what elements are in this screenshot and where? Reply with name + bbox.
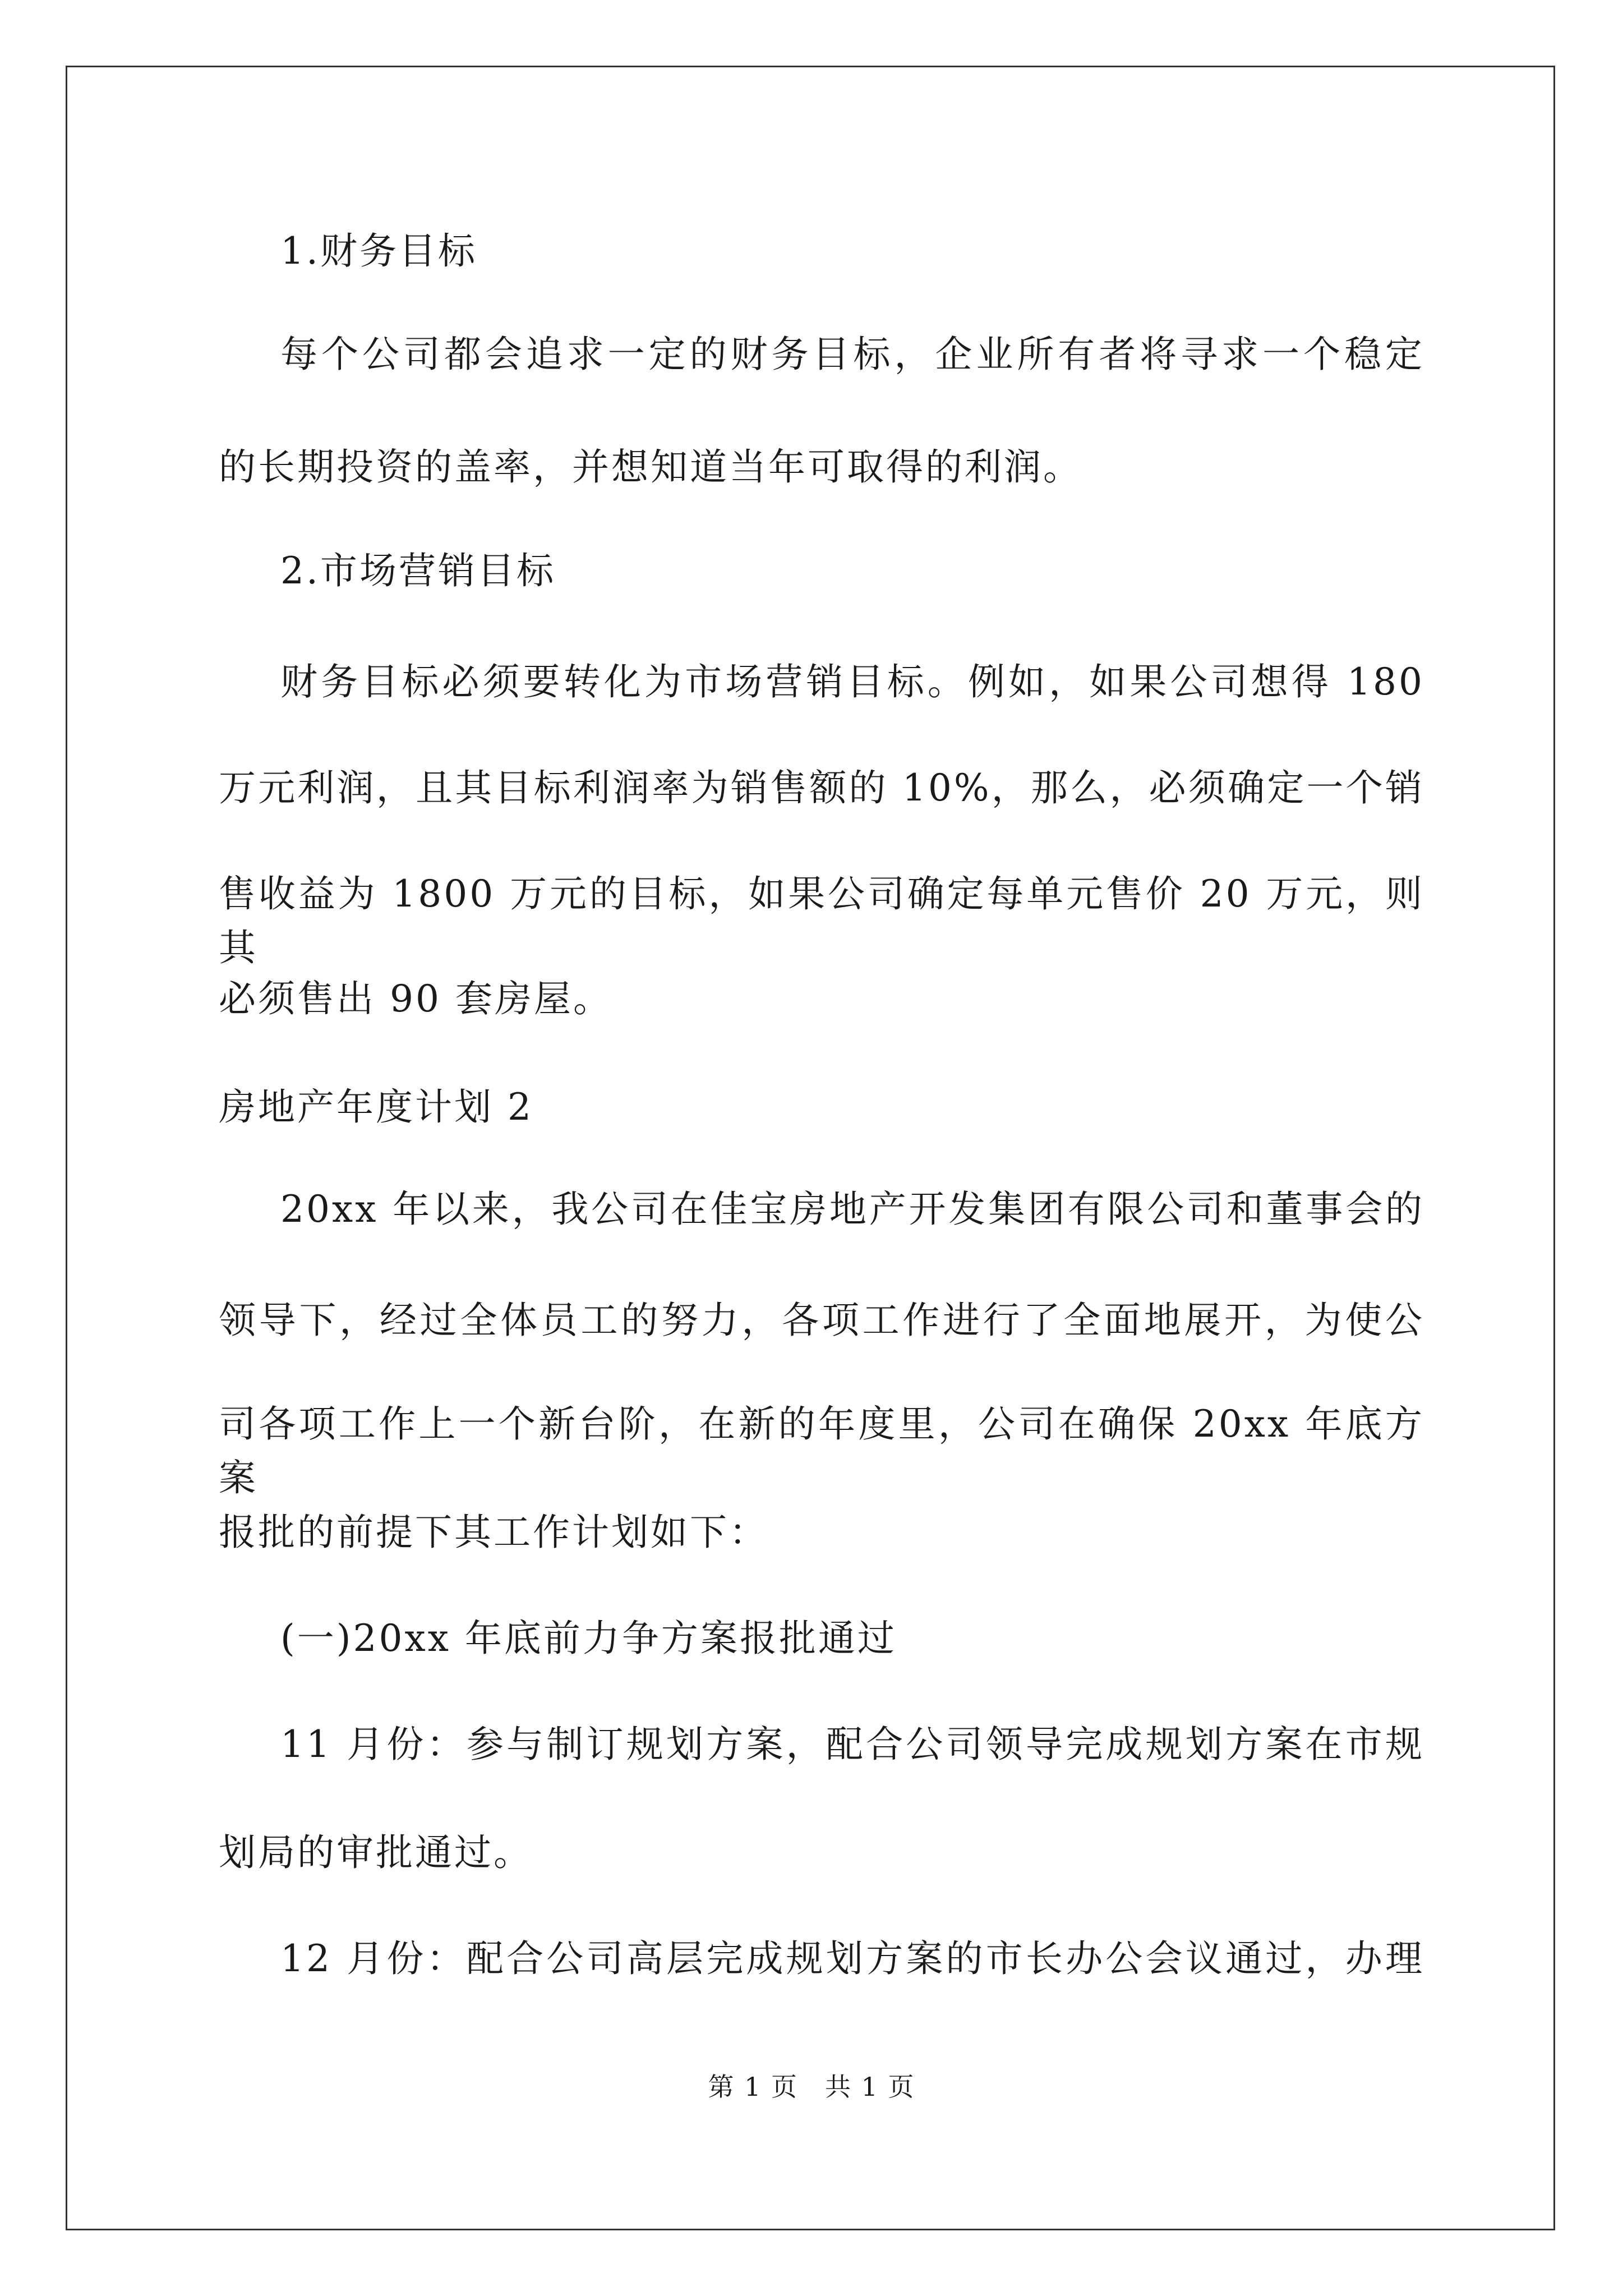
page-footer: 第 1 页 共 1 页 [708, 2072, 915, 2102]
paragraph-line: 司各项工作上一个新台阶，在新的年度里，公司在确保 20xx 年底方案 [219, 1402, 1424, 1499]
paragraph-line: 20xx 年以来，我公司在佳宝房地产开发集团有限公司和董事会的 [280, 1188, 1424, 1231]
section-title: 房地产年度计划 2 [219, 1085, 533, 1129]
paragraph-line: 财务目标必须要转化为市场营销目标。例如，如果公司想得 180 [280, 660, 1424, 703]
paragraph-line: 售收益为 1800 万元的目标，如果公司确定每单元售价 20 万元，则其 [219, 872, 1424, 969]
paragraph-line: 每个公司都会追求一定的财务目标，企业所有者将寻求一个稳定 [280, 333, 1424, 376]
subheading: (一)20xx 年底前力争方案报批通过 [280, 1617, 897, 1660]
paragraph-line: 必须售出 90 套房屋。 [219, 977, 612, 1020]
paragraph-line: 报批的前提下其工作计划如下： [219, 1511, 768, 1554]
heading-marketing-goals: 2.市场营销目标 [280, 549, 556, 592]
heading-financial-goals: 1.财务目标 [280, 229, 477, 273]
page-border [66, 66, 1555, 2230]
paragraph-line: 万元利润，且其目标利润率为销售额的 10%，那么，必须确定一个销 [219, 766, 1424, 809]
paragraph-line: 划局的审批通过。 [219, 1831, 533, 1874]
paragraph-line: 11 月份：参与制订规划方案，配合公司领导完成规划方案在市规 [280, 1723, 1424, 1766]
paragraph-line: 领导下，经过全体员工的努力，各项工作进行了全面地展开，为使公 [219, 1299, 1424, 1342]
paragraph-line: 12 月份：配合公司高层完成规划方案的市长办公会议通过，办理 [280, 1937, 1424, 1980]
paragraph-line: 的长期投资的盖率，并想知道当年可取得的利润。 [219, 445, 1082, 489]
